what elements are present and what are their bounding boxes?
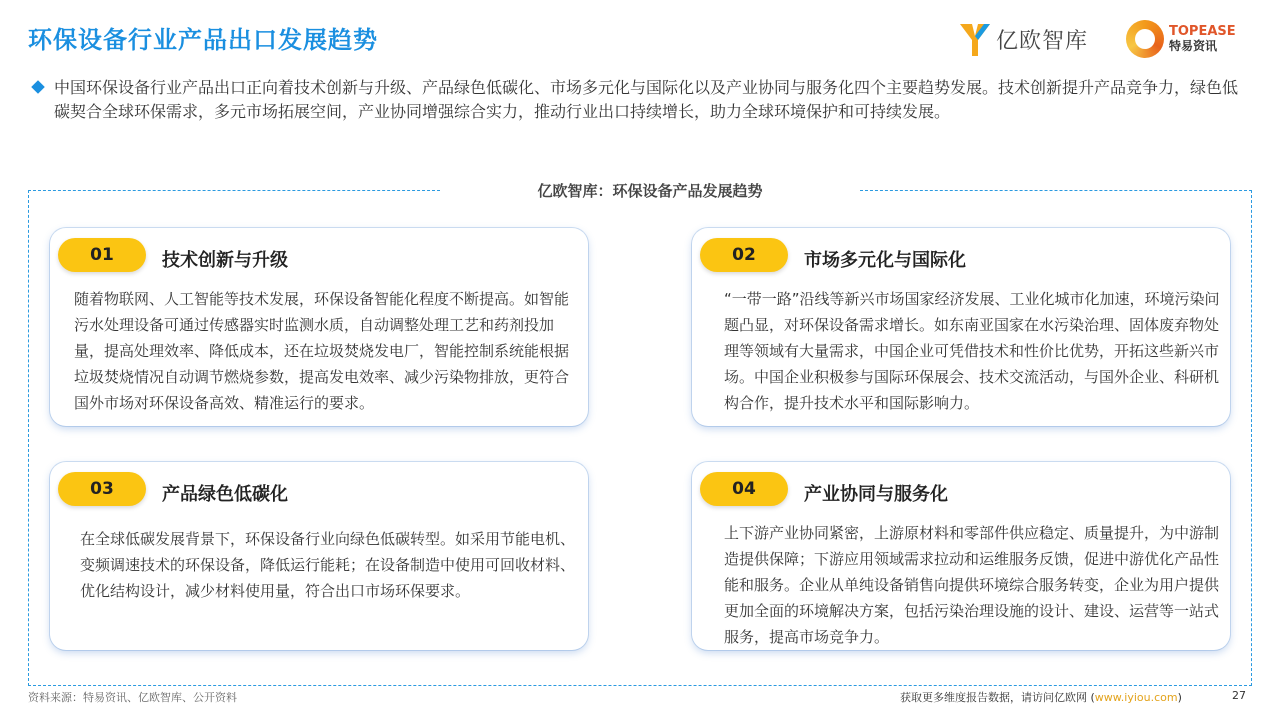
card-body: “一带一路”沿线等新兴市场国家经济发展、工业化城市化加速，环境污染问题凸显，对环保设备需求增长。如东南亚国家在水污染治理、固体废弃物处理等领域有大量需求，中国企业可凭借技术和性价比优势，开拓这些新兴市场。中国企业积极参与国际环保展会、技术交流活动，与国外企业、科研机构合作，提升技术水平和国际影响力。 — [724, 290, 1220, 412]
card-title: 技术创新与升级 — [162, 250, 288, 271]
card-title: 产品绿色低碳化 — [162, 484, 288, 505]
trend-card-2 — [692, 228, 1230, 426]
diamond-bullet-icon — [31, 80, 45, 94]
card-number-badge: 02 — [700, 238, 788, 272]
page-number: 27 — [1232, 689, 1246, 702]
topease-en-text: TOPEASE — [1169, 24, 1236, 40]
card-title: 市场多元化与国际化 — [804, 250, 966, 271]
card-number-badge: 04 — [700, 472, 788, 506]
trend-card-3 — [50, 462, 588, 650]
trend-card-4 — [692, 462, 1230, 650]
card-body: 随着物联网、人工智能等技术发展，环保设备智能化程度不断提高。如智能污水处理设备可通过传感器实时监测水质，自动调整处理工艺和药剂投加量，提高处理效率、降低成本，还在垃圾焚烧发电厂，智能控制系统能根据垃圾焚烧情况自动调节燃烧参数，提高发电效率、减少污染物排放，更符合国外市场对环保设备高效、精准运行的要求。 — [74, 290, 570, 412]
card-body: 上下游产业协同紧密，上游原材料和零部件供应稳定、质量提升，为中游制造提供保障；下游应用领域需求拉动和运维服务反馈，促进中游优化产品性能和服务。企业从单纯设备销售向提供环境综合服务转变，企业为用户提供更加全面的环境解决方案，包括污染治理设施的设计、建设、运营等一站式服务，提高市场竞争力。 — [724, 524, 1220, 646]
frame-top-right-border — [860, 190, 1252, 191]
topease-logo — [1126, 20, 1236, 58]
card-number-badge: 01 — [58, 238, 146, 272]
trend-card-1 — [50, 228, 588, 426]
summary-paragraph — [32, 76, 1252, 124]
source-note: 资料来源：特易资讯、亿欧智库、公开资料 — [28, 691, 237, 704]
card-body: 在全球低碳发展背景下，环保设备行业向绿色低碳转型。如采用节能电机、变频调速技术的环保设备，降低运行能耗；在设备制造中使用可回收材料、优化结构设计，减少材料使用量，符合出口市场环保要求。 — [80, 530, 576, 600]
footer-note — [900, 689, 1182, 705]
iyiou-brand-text: 亿欧智库 — [996, 28, 1089, 54]
summary-text: 中国环保设备行业产品出口正向着技术创新与升级、产品绿色低碳化、市场多元化与国际化以及产业协同与服务化四个主要趋势发展。技术创新提升产品竞争力，绿色低碳契合全球环保需求，多元市场拓展空间，产业协同增强综合实力，推动行业出口持续增长，助力全球环境保护和可持续发展。 — [54, 78, 1239, 121]
frame-top-left-border — [28, 190, 440, 191]
topease-ring-icon — [1126, 20, 1164, 58]
page-title: 环保设备行业产品出口发展趋势 — [28, 26, 378, 54]
topease-cn-text: 特易资讯 — [1169, 38, 1218, 53]
iyiou-website-link[interactable]: www.iyiou.com — [1094, 691, 1178, 704]
card-number-badge: 03 — [58, 472, 146, 506]
card-title: 产业协同与服务化 — [804, 484, 948, 505]
iyiou-mark-icon — [958, 20, 992, 58]
footer-suffix: ) — [1177, 691, 1182, 704]
iyiou-logo — [958, 20, 1088, 58]
footer-prefix: 获取更多维度报告数据，请访问亿欧网 ( — [900, 691, 1095, 704]
frame-title: 亿欧智库：环保设备产品发展趋势 — [537, 182, 763, 200]
